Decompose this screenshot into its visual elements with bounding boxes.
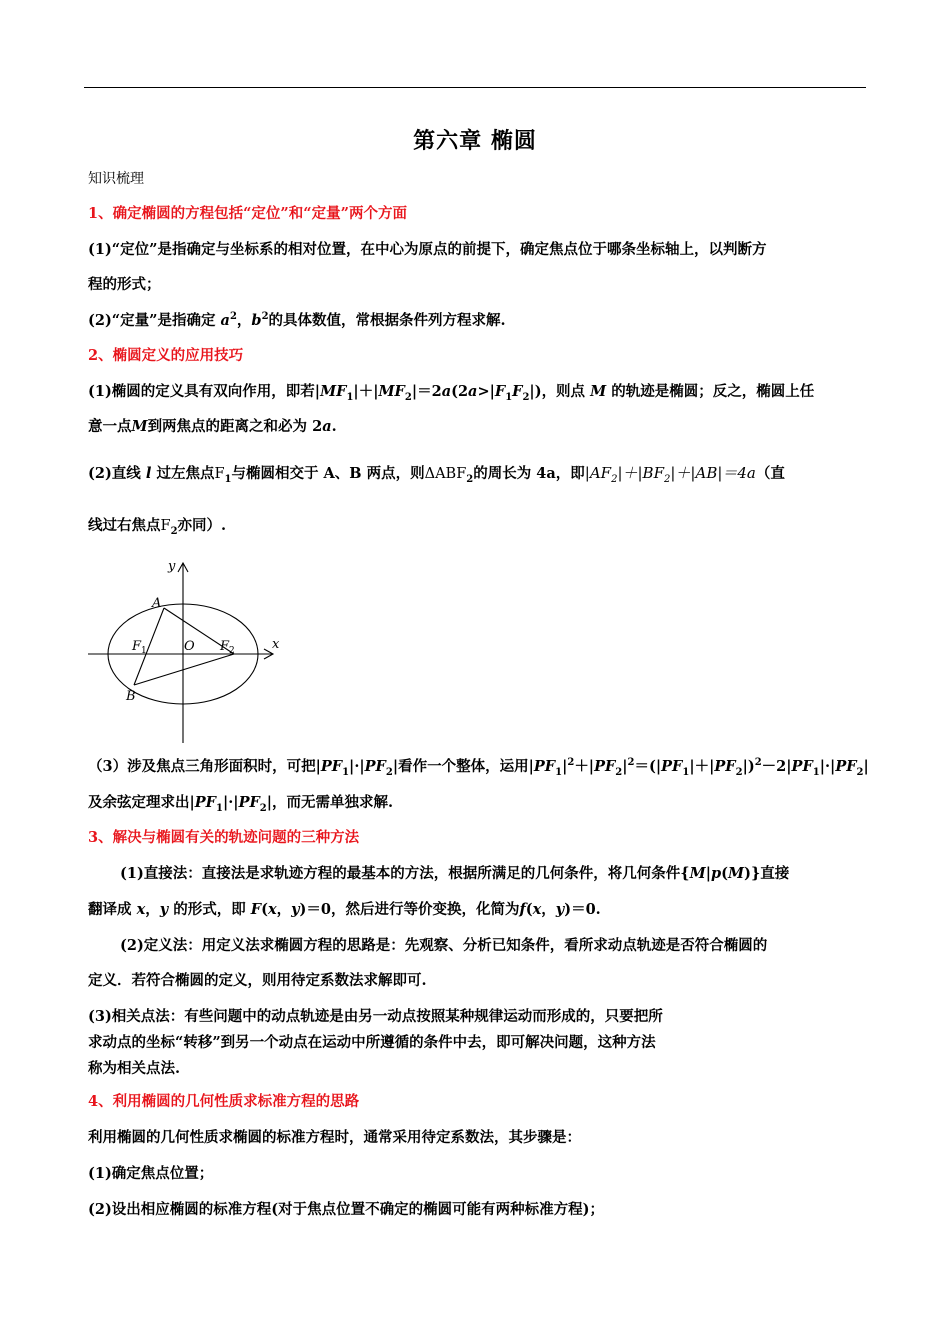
section-2-heading: 2、椭圆定义的应用技巧 — [88, 347, 244, 364]
ellipse-figure — [88, 557, 288, 745]
s1-para1-line1: (1)“定位”是指确定与坐标系的相对位置，在中心为原点的前提下，确定焦点位于哪条坐标轴上，以判断方 — [88, 241, 767, 258]
s2-para1-line1: (1)椭圆的定义具有双向作用，即若$|MF_1|+|MF_2|=2a(2a>|F_1F_2|)$，则点 M 的轨迹是椭圆；反之，椭圆上任 — [88, 383, 815, 403]
label-F1-sub: 1 — [141, 646, 147, 656]
s2-para3-line1: （3）涉及焦点三角形面积时，可把$|PF_1|\cdot|PF_2|$看作一个整体，运用$|PF_1|^2+|PF_2|^2=(|PF_1|+|PF_2|)^2-2|PF_1|\cdot|PF_2|$ — [88, 757, 869, 778]
s4-step2: (2)设出相应椭圆的标准方程(对于焦点位置不确定的椭圆可能有两种标准方程)； — [88, 1201, 605, 1218]
section-4-heading: 4、利用椭圆的几何性质求标准方程的思路 — [88, 1093, 360, 1110]
label-y: y — [168, 559, 176, 574]
section-label: 知识梳理 — [88, 171, 144, 187]
section-1-heading: 1、确定椭圆的方程包括“定位”和“定量”两个方面 — [88, 205, 407, 222]
s2-para2-line1: (2)直线 l 过左焦点$F_1$与椭圆相交于 A、B 两点，则$\Delta ABF_2$的周长为 4a，即$|AF_2|+|BF_2|+|AB|=4a$（直 — [88, 464, 785, 485]
header-rule — [84, 87, 866, 88]
label-O: O — [184, 639, 195, 654]
s3-para2-line2: 定义．若符合椭圆的定义，则用待定系数法求解即可. — [88, 972, 427, 989]
s4-intro: 利用椭圆的几何性质求椭圆的标准方程时，通常采用待定系数法，其步骤是： — [88, 1129, 581, 1146]
s2-para3-line2: 及余弦定理求出$|PF_1|\cdot|PF_2|$，而无需单独求解. — [88, 794, 394, 814]
s3-para3-line1: (3)相关点法：有些问题中的动点轨迹是由另一动点按照某种规律运动而形成的，只要把所 — [88, 1008, 663, 1025]
s2-para2-line2: 线过右焦点$F_2$亦同）. — [88, 517, 227, 537]
s1-para1-line2: 程的形式； — [88, 276, 161, 293]
label-A: A — [152, 596, 162, 611]
label-B: B — [126, 689, 136, 704]
s3-para2-line1: (2)定义法：用定义法求椭圆方程的思路是：先观察、分析已知条件，看所求动点轨迹是否符合椭圆的 — [120, 937, 768, 954]
s3-para3-line3: 称为相关点法. — [88, 1060, 181, 1077]
label-F1: F — [132, 639, 142, 654]
segment-F2B — [134, 654, 234, 685]
page-title: 第六章 椭圆 — [413, 128, 537, 154]
s3-para1-line1: (1)直接法：直接法是求轨迹方程的最基本的方法，根据所满足的几何条件，将几何条件{M|p(M)}直接 — [120, 865, 790, 882]
label-x: x — [272, 637, 280, 652]
label-F2-sub: 2 — [229, 646, 235, 656]
s3-para3-line2: 求动点的坐标“转移”到另一个动点在运动中所遵循的条件中去，即可解决问题，这种方法 — [88, 1034, 656, 1051]
s4-step1: (1)确定焦点位置； — [88, 1165, 214, 1182]
s2-para1-line2: 意一点M到两焦点的距离之和必为 2a. — [88, 418, 337, 435]
s1-para2: (2)“定量”是指确定 $a^2$，$b^2$的具体数值，常根据条件列方程求解. — [88, 311, 506, 329]
label-F2: F — [220, 639, 230, 654]
section-3-heading: 3、解决与椭圆有关的轨迹问题的三种方法 — [88, 829, 360, 846]
s3-para1-line2: 翻译成 x，y 的形式，即 F(x，y)＝0，然后进行等价变换，化简为f(x，y)＝0. — [88, 901, 601, 918]
